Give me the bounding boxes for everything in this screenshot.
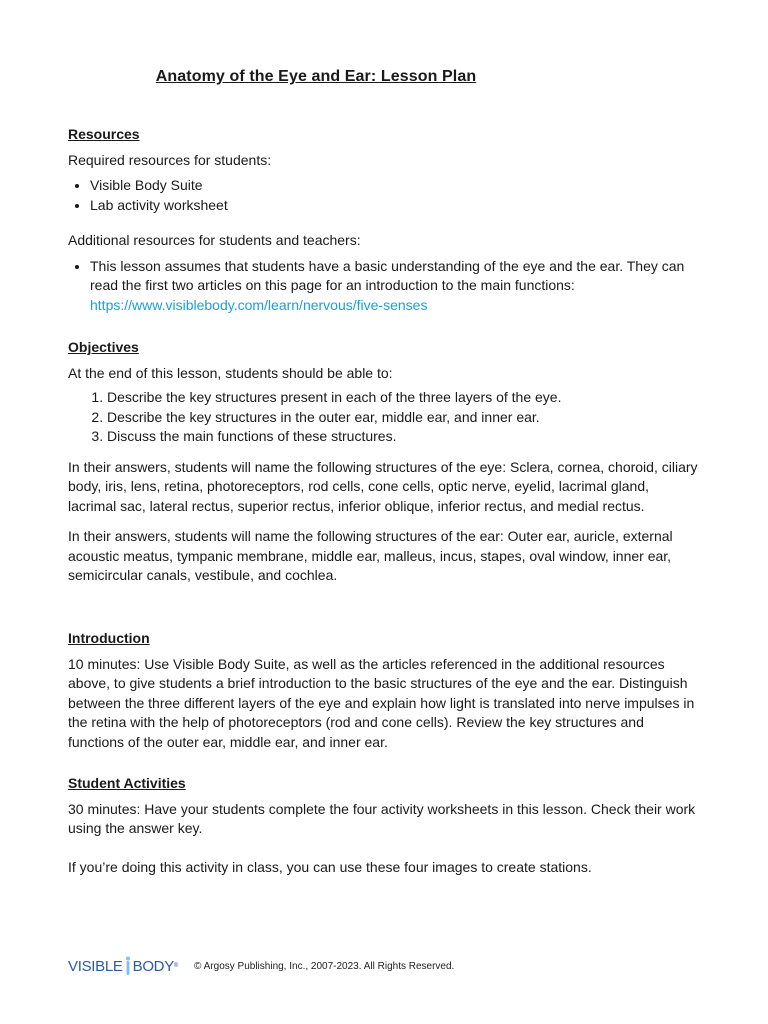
five-senses-link[interactable]: https://www.visiblebody.com/learn/nervous/five-senses [90, 296, 428, 313]
activities-paragraph-1: 30 minutes: Have your students complete the four activity worksheets in this lesson. Check their work using the answer key. [68, 800, 696, 836]
required-list [68, 176, 700, 215]
list-item: 2. Describe the key structures in the outer ear, middle ear, and inner ear. [107, 408, 700, 428]
ear-structures-paragraph: In their answers, students will name the following structures of the ear: Outer ear, auricle, external acoustic meatus, tympanic membrane, middle ear, malleus, incus, stapes, oval window, inner ear, semicircular canals, vestibule, and cochlea. [68, 528, 673, 583]
logo-text-right: BODY [132, 957, 174, 975]
list-item: 3. Discuss the main functions of these structures. [107, 427, 700, 447]
eye-structures-paragraph: In their answers, students will name the following structures of the eye: Sclera, cornea, choroid, ciliary body, iris, lens, retina, photoreceptors, rod cells, cone cells, optic nerve, eyelid, lacrimal gland, lacrimal sac, lateral rectus, superior rectus, inferior oblique, inferior rectus, and medial rectus. [68, 458, 698, 514]
additional-list [68, 257, 700, 316]
additional-item-text: This lesson assumes that students have a basic understanding of the eye and the ear. They can read the first two articles on this page for an introduction to the main functions: [90, 257, 685, 293]
resources-heading: Resources [68, 126, 140, 142]
list-item: • Visible Body Suite [90, 176, 700, 196]
additional-resources [68, 231, 700, 315]
footer [68, 954, 668, 978]
student-activities-section [68, 774, 700, 877]
activities-paragraph-2: If you’re doing this activity in class, you can use these four images to create stations. [68, 858, 592, 875]
objectives-heading: Objectives [68, 339, 139, 355]
required-intro: Required resources for students: [68, 151, 272, 168]
list-item: 1. Describe the key structures present in each of the three layers of the eye. [107, 388, 700, 408]
list-item [90, 257, 700, 316]
additional-intro: Additional resources for students and teachers: [68, 232, 361, 248]
objectives-list [68, 388, 700, 447]
visible-body-logo [68, 956, 178, 976]
copyright-text: © Argosy Publishing, Inc., 2007-2023. All Rights Reserved. [194, 960, 455, 972]
introduction-section [68, 629, 700, 752]
list-item: • Lab activity worksheet [90, 196, 700, 216]
objectives-intro: At the end of this lesson, students should be able to: [68, 364, 393, 381]
introduction-paragraph: 10 minutes: Use Visible Body Suite, as well as the articles referenced in the additional resources above, to give students a brief introduction to the basic structures of the eye and the ear. Distinguish between the three different layers of the eye and explain how light is translated into nerve impulses in the retina with the help of photoreceptors (rod and cone cells). Review the key structures and functions of the outer ear, middle ear, and inner ear. [68, 655, 695, 750]
registered-mark-icon: ® [173, 963, 179, 969]
resources-section [68, 125, 700, 215]
objectives-section [68, 338, 700, 586]
student-activities-heading: Student Activities [68, 775, 186, 791]
introduction-heading: Introduction [68, 630, 150, 646]
page-title: Anatomy of the Eye and Ear: Lesson Plan [155, 68, 477, 85]
body-figure-icon [125, 956, 131, 976]
logo-text-left: VISIBLE [68, 957, 123, 975]
